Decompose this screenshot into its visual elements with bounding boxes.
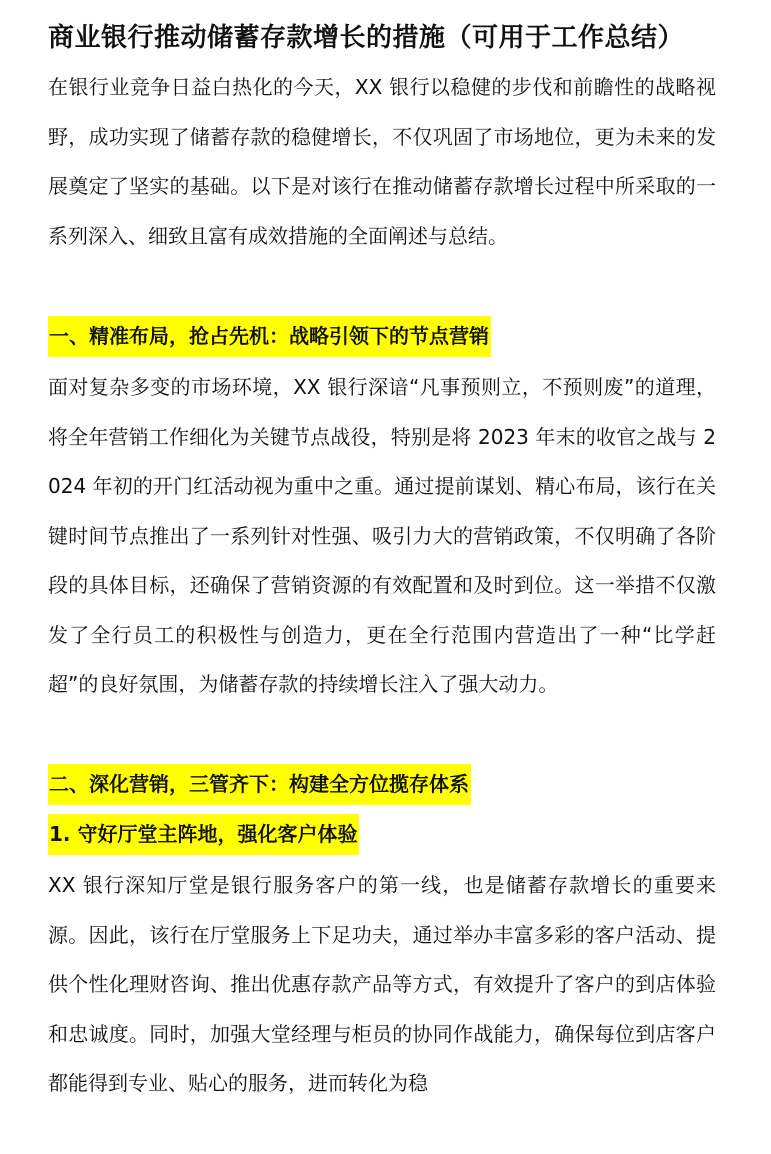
document-title: 商业银行推动储蓄存款增长的措施（可用于工作总结） — [48, 23, 685, 53]
section-1-paragraph: 面对复杂多变的市场环境，XX 银行深谙“凡事预则立，不预则废”的道理，将全年营销工作细化为关键节点战役，特别是将 2023 年末的收官之战与 2024 年初的开门红活动视为重中之重。通过提前谋划、精心布局，该行在关键时间节点推出了一系列针对性强、吸引力大的营销政策，不仅明确了各阶段的具体目标，还确保了营销资源的有效配置和及时到位。这一举措不仅激发了全行员工的积极性与创造力，更在全行范围内营造出了一种“比学赶超”的良好氛围，为储蓄存款的持续增长注入了强大动力。 — [48, 375, 716, 696]
section-2-heading-text: 二、深化营销，三管齐下：构建全方位揽存体系 — [48, 764, 471, 805]
section-1-heading-text: 一、精准布局，抢占先机：战略引领下的节点营销 — [48, 316, 491, 357]
section-2-heading — [48, 764, 471, 805]
intro-paragraph: 在银行业竞争日益白热化的今天，XX 银行以稳健的步伐和前瞻性的战略视野，成功实现了储蓄存款的稳健增长，不仅巩固了市场地位，更为未来的发展奠定了坚实的基础。以下是对该行在推动储蓄存款增长过程中所采取的一系列深入、细致且富有成效措施的全面阐述与总结。 — [48, 75, 716, 248]
subsection-1-heading — [48, 814, 359, 855]
subsection-1-heading-text: 1. 守好厅堂主阵地，强化客户体验 — [48, 814, 359, 855]
subsection-1-paragraph: XX 银行深知厅堂是银行服务客户的第一线，也是储蓄存款增长的重要来源。因此，该行在厅堂服务上下足功夫，通过举办丰富多彩的客户活动、提供个性化理财咨询、推出优惠存款产品等方式，有效提升了客户的到店体验和忠诚度。同时，加强大堂经理与柜员的协同作战能力，确保每位到店客户都能得到专业、贴心的服务，进而转化为稳 — [48, 873, 716, 1095]
section-1-heading — [48, 316, 491, 357]
